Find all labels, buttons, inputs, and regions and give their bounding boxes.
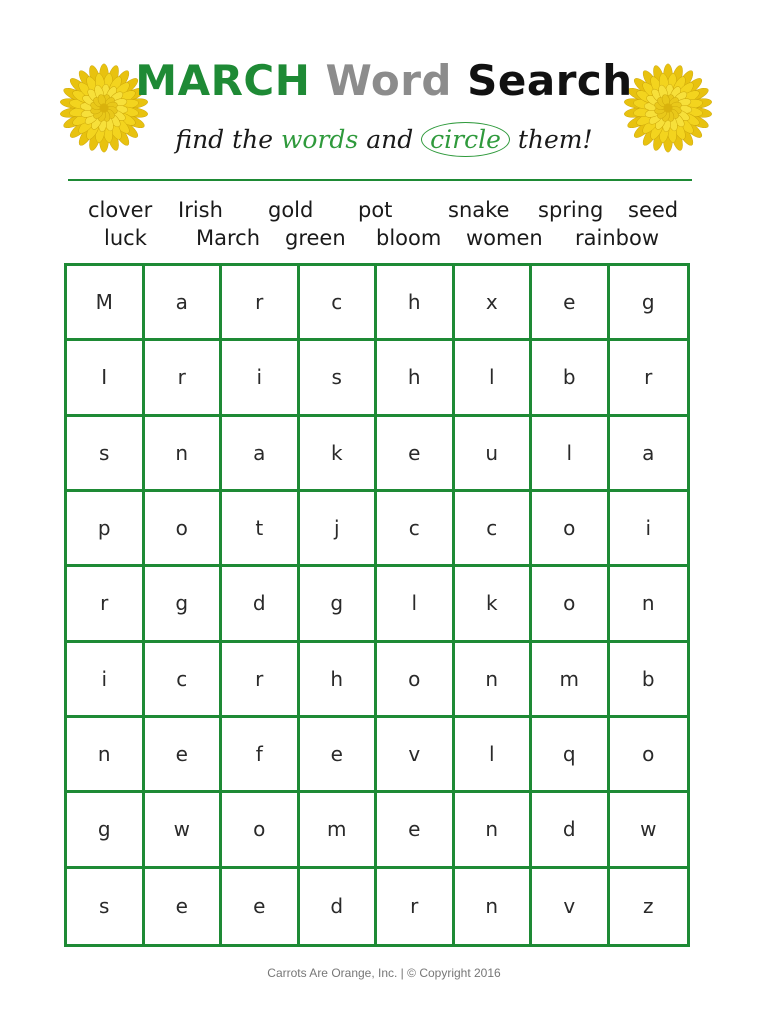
grid-cell[interactable]: n	[67, 718, 145, 793]
subtitle-part1: find the	[175, 125, 282, 154]
grid-cell[interactable]: d	[300, 869, 378, 944]
grid-cell[interactable]: c	[145, 643, 223, 718]
grid-cell[interactable]: n	[455, 643, 533, 718]
grid-cell[interactable]: e	[145, 869, 223, 944]
grid-cell[interactable]: s	[300, 341, 378, 416]
grid-cell[interactable]: j	[300, 492, 378, 567]
grid-cell[interactable]: c	[377, 492, 455, 567]
grid-cell[interactable]: i	[67, 643, 145, 718]
grid-cell[interactable]: a	[610, 417, 688, 492]
grid-cell[interactable]: w	[145, 793, 223, 868]
grid-cell[interactable]: q	[532, 718, 610, 793]
grid-cell[interactable]: n	[455, 793, 533, 868]
grid-cell[interactable]: n	[145, 417, 223, 492]
subtitle-circle: circle	[421, 122, 510, 157]
divider-line	[68, 179, 692, 181]
grid-cell[interactable]: f	[222, 718, 300, 793]
word-bank-item: Irish	[178, 198, 223, 222]
title-march: MARCH	[135, 56, 311, 105]
grid-cell[interactable]: n	[455, 869, 533, 944]
grid-cell[interactable]: o	[532, 567, 610, 642]
grid-cell[interactable]: m	[300, 793, 378, 868]
grid-cell[interactable]: r	[222, 643, 300, 718]
subtitle-part3: them!	[509, 125, 593, 154]
grid-cell[interactable]: o	[532, 492, 610, 567]
grid-cell[interactable]: i	[610, 492, 688, 567]
grid-cell[interactable]: o	[610, 718, 688, 793]
grid-cell[interactable]: e	[377, 417, 455, 492]
grid-cell[interactable]: b	[532, 341, 610, 416]
grid-cell[interactable]: r	[377, 869, 455, 944]
grid-cell[interactable]: M	[67, 266, 145, 341]
word-bank-item: bloom	[376, 226, 442, 250]
grid-cell[interactable]: v	[532, 869, 610, 944]
word-bank-item: luck	[104, 226, 147, 250]
letter-grid	[64, 263, 690, 947]
grid-cell[interactable]: h	[300, 643, 378, 718]
word-bank-item: gold	[268, 198, 314, 222]
word-bank-item: seed	[628, 198, 679, 222]
grid-cell[interactable]: i	[222, 341, 300, 416]
grid-cell[interactable]: d	[532, 793, 610, 868]
grid-cell[interactable]: r	[145, 341, 223, 416]
grid-cell[interactable]: g	[67, 793, 145, 868]
grid-cell[interactable]: l	[377, 567, 455, 642]
grid-cell[interactable]: r	[222, 266, 300, 341]
grid-cell[interactable]: k	[300, 417, 378, 492]
grid-cell[interactable]: e	[145, 718, 223, 793]
grid-cell[interactable]: s	[67, 869, 145, 944]
grid-cell[interactable]: e	[300, 718, 378, 793]
word-bank-row-2	[0, 226, 768, 254]
grid-cell[interactable]: s	[67, 417, 145, 492]
grid-cell[interactable]: c	[300, 266, 378, 341]
grid-cell[interactable]: w	[610, 793, 688, 868]
grid-cell[interactable]: u	[455, 417, 533, 492]
grid-cell[interactable]: g	[300, 567, 378, 642]
grid-cell[interactable]: r	[67, 567, 145, 642]
grid-cell[interactable]: h	[377, 266, 455, 341]
grid-cell[interactable]: k	[455, 567, 533, 642]
grid-cell[interactable]: t	[222, 492, 300, 567]
word-bank-item: spring	[538, 198, 604, 222]
subtitle-part2: and	[358, 125, 422, 154]
grid-cell[interactable]: m	[532, 643, 610, 718]
word-bank-item: green	[285, 226, 346, 250]
grid-cell[interactable]: o	[145, 492, 223, 567]
grid-cell[interactable]: l	[455, 341, 533, 416]
grid-cell[interactable]: g	[610, 266, 688, 341]
grid-cell[interactable]: x	[455, 266, 533, 341]
title-word: Word	[325, 56, 452, 105]
grid-cell[interactable]: e	[377, 793, 455, 868]
word-bank-row-1	[0, 198, 768, 226]
grid-cell[interactable]: n	[610, 567, 688, 642]
grid-cell[interactable]: p	[67, 492, 145, 567]
grid-cell[interactable]: a	[145, 266, 223, 341]
word-bank-item: snake	[448, 198, 510, 222]
grid-cell[interactable]: l	[532, 417, 610, 492]
subtitle-words: words	[281, 125, 359, 154]
grid-cell[interactable]: e	[532, 266, 610, 341]
grid-cell[interactable]: v	[377, 718, 455, 793]
title-search: Search	[467, 56, 633, 105]
word-bank-item: women	[466, 226, 543, 250]
grid-cell[interactable]: o	[377, 643, 455, 718]
word-bank-item: March	[196, 226, 261, 250]
page-title	[0, 56, 768, 105]
grid-cell[interactable]: d	[222, 567, 300, 642]
grid-cell[interactable]: a	[222, 417, 300, 492]
grid-cell[interactable]: c	[455, 492, 533, 567]
subtitle	[0, 122, 768, 157]
grid-cell[interactable]: g	[145, 567, 223, 642]
grid-cell[interactable]: l	[455, 718, 533, 793]
word-bank-item: pot	[358, 198, 393, 222]
grid-cell[interactable]: r	[610, 341, 688, 416]
grid-cell[interactable]: I	[67, 341, 145, 416]
word-bank-item: clover	[88, 198, 153, 222]
grid-cell[interactable]: b	[610, 643, 688, 718]
grid-cell[interactable]: o	[222, 793, 300, 868]
grid-cell[interactable]: e	[222, 869, 300, 944]
grid-cell[interactable]: z	[643, 894, 654, 919]
footer-copyright: Carrots Are Orange, Inc. | © Copyright 2016	[267, 966, 501, 980]
word-bank-item: rainbow	[575, 226, 659, 250]
grid-cell[interactable]: h	[377, 341, 455, 416]
